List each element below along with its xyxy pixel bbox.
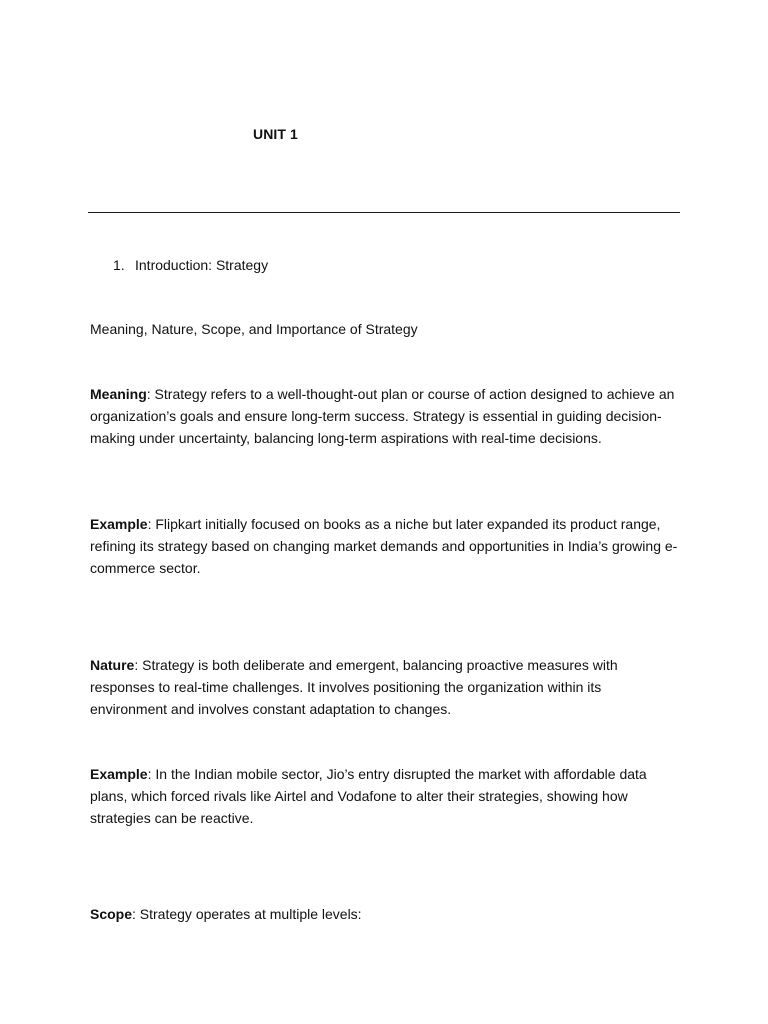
term-scope: Scope bbox=[90, 906, 133, 922]
paragraph-scope bbox=[90, 904, 682, 926]
paragraph-text: : Flipkart initially focused on books as a niche but later expanded its product range, refining its strategy based on changing market demands and opportunities in India’s growing e-commerce sector. bbox=[90, 516, 678, 576]
term-nature: Nature bbox=[90, 657, 135, 673]
paragraph-nature bbox=[90, 655, 682, 720]
paragraph-text: : Strategy is both deliberate and emergent, balancing proactive measures with responses to real-time challenges. It involves positioning the organization within its environment and involves constant adaptation to changes. bbox=[90, 657, 618, 717]
list-item-text: Introduction: Strategy bbox=[135, 257, 269, 273]
numbered-list-item bbox=[113, 257, 268, 273]
list-number: 1. bbox=[113, 257, 125, 273]
paragraph-text: : In the Indian mobile sector, Jio’s entry disrupted the market with affordable data plans, which forced rivals like Airtel and Vodafone to alter their strategies, showing how strategies can be reactive. bbox=[90, 766, 647, 826]
section-heading: Meaning, Nature, Scope, and Importance of Strategy bbox=[90, 321, 418, 337]
paragraph-text: : Strategy operates at multiple levels: bbox=[132, 906, 362, 922]
paragraph-meaning bbox=[90, 384, 682, 449]
paragraph-example-jio bbox=[90, 764, 682, 829]
paragraph-example-flipkart bbox=[90, 514, 682, 579]
paragraph-text: : Strategy refers to a well-thought-out plan or course of action designed to achieve an organization’s goals and ensure long-term success. Strategy is essential in guiding decision-making under uncertainty, balancing long-term aspirations with real-time decisions. bbox=[90, 386, 675, 446]
term-meaning: Meaning bbox=[90, 386, 147, 402]
term-example: Example bbox=[90, 516, 148, 532]
horizontal-rule bbox=[88, 212, 680, 213]
term-example: Example bbox=[90, 766, 148, 782]
unit-title: UNIT 1 bbox=[253, 126, 298, 142]
